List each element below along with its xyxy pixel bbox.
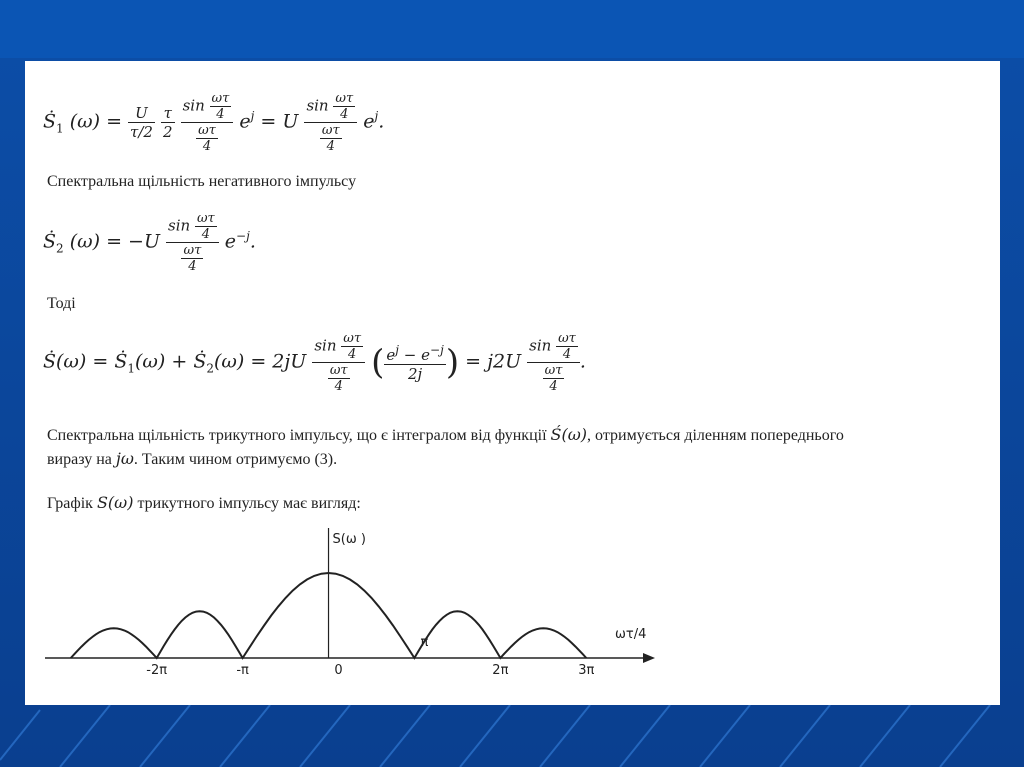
heading-negative-impulse: Спектральна щільність негативного імпульсу [47,173,357,190]
top-bar [0,0,1024,58]
x-tick-label: π [420,635,429,650]
x-tick-label: 3π [578,663,595,678]
x-tick-label: 2π [492,663,509,678]
x-tick-label: 0 [334,663,343,678]
y-axis-label: S(ω ) [332,532,366,547]
x-tick-label: -2π [146,663,168,678]
formula-s1: Ṡ$_1$ (ω) = $\frac{U}{\tau/2}$ $\frac{\tau}{2}$ sin $\frac{\omega\tau}{4}$ $\frac{\omega\tau}{4}$ $e^j = U$ sin $\frac{\omega\tau}{4}$ $\frac{\omega\tau}{4}$ $e^j$. [43,91,385,154]
bottom-decoration [0,700,1024,767]
x-tick-label: -π [236,663,249,678]
graph-caption: Графік S(ω) трикутного імпульсу має вигляд: [47,493,361,512]
formula-s-total: Ṡ(ω) = Ṡ$_1$(ω) + Ṡ$_2$(ω) = 2jU sin $\frac{\omega\tau}{4}$ $\frac{\omega\tau}{4}$ ( $\frac{e^j - e^{-j}}{2j}$ ) = j2U sin $\frac{\omega\tau}{4}$ $\frac{\omega\tau}{4}$ . [43,331,586,394]
spectrum-chart [25,61,1000,705]
paragraph-line2: виразу на jω. Таким чином отримуємо (3). [47,449,338,468]
then-label: Тоді [47,295,76,312]
formula-s2: Ṡ$_2$ (ω) = −U sin $\frac{\omega\tau}{4}$ $\frac{\omega\tau}{4}$ $e^{-j}$. [43,211,256,274]
paragraph-line1: Спектральна щільність трикутного імпульсу, що є інтегралом від функції Ś(ω), отримується діленням попереднього [47,425,844,444]
x-axis-arrow [643,653,655,663]
x-axis-label: ωτ/4 [615,627,647,642]
slide-content [25,61,1000,705]
